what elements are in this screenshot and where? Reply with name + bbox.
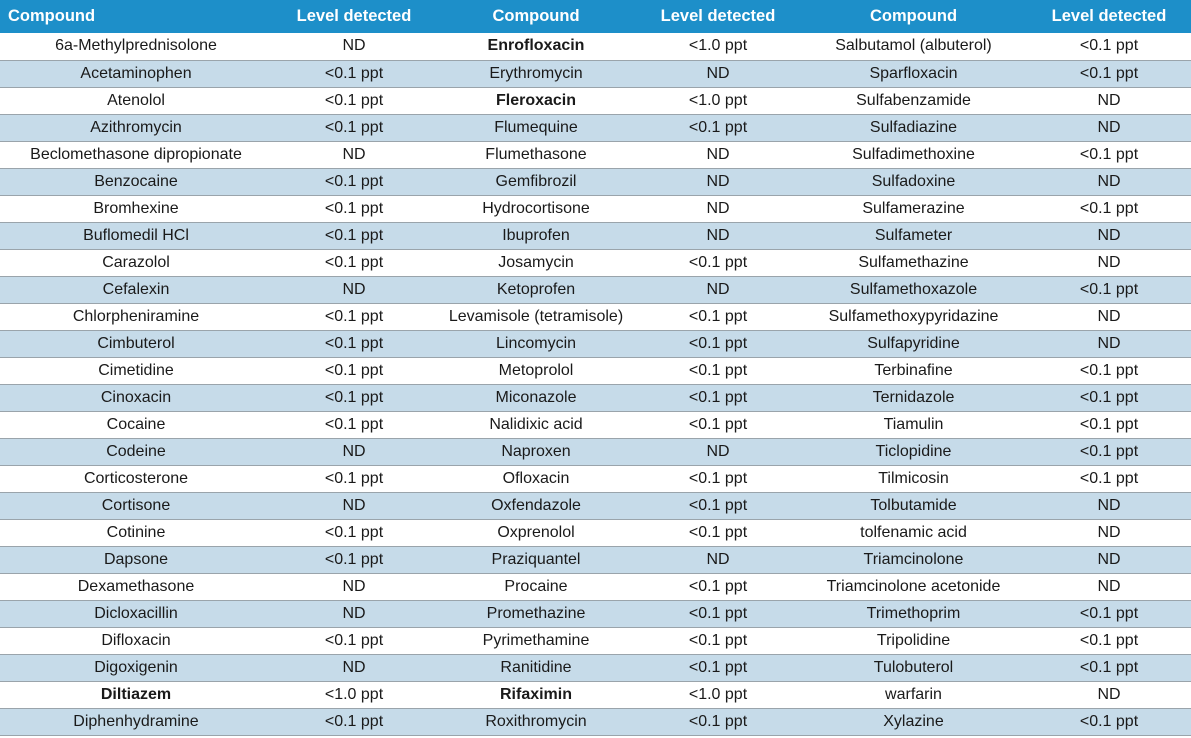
compound-cell: Buflomedil HCl [83,226,189,244]
compound-cell: Difloxacin [101,631,171,649]
level-cell: ND [706,172,730,190]
level-cell: ND [1097,253,1121,271]
header-level-3: Level detected [1051,7,1167,25]
compound-cell: warfarin [885,685,942,703]
table-row [0,249,1191,276]
level-cell: <0.1 ppt [324,253,384,271]
compound-cell: Cotinine [106,523,166,541]
level-cell: <0.1 ppt [324,334,384,352]
compound-cell: Carazolol [102,253,170,271]
level-cell: <0.1 ppt [688,118,748,136]
compound-cell: Ibuprofen [502,226,570,244]
level-cell: <1.0 ppt [688,91,748,109]
compound-cell: Enrofloxacin [487,37,585,55]
compound-cell: Promethazine [486,604,586,622]
compound-cell: Sulfapyridine [867,334,960,352]
level-cell: ND [1097,118,1121,136]
compound-cell: Tilmicosin [878,469,949,487]
compound-cell: Ranitidine [500,658,572,676]
level-cell: <0.1 ppt [1079,37,1139,55]
compound-cell: Pyrimethamine [482,631,590,649]
compound-cell: Xylazine [883,712,944,730]
level-cell: <0.1 ppt [1079,469,1139,487]
compound-cell: Tolbutamide [870,496,957,514]
level-cell: <0.1 ppt [324,64,384,82]
compound-cell: Benzocaine [94,172,178,190]
level-cell: ND [706,64,730,82]
compound-cell: Sulfadiazine [869,118,958,136]
level-cell: <0.1 ppt [688,577,748,595]
compound-cell: tolfenamic acid [860,523,967,541]
level-cell: <0.1 ppt [324,712,384,730]
compound-cell: Nalidixic acid [489,415,583,433]
level-cell: <0.1 ppt [688,523,748,541]
compound-cell: Cefalexin [102,280,170,298]
level-cell: <0.1 ppt [324,550,384,568]
level-cell: <0.1 ppt [688,334,748,352]
table-row [0,492,1191,519]
compound-cell: Dicloxacillin [94,604,178,622]
compound-cell: Miconazole [495,388,577,406]
level-cell: ND [1097,550,1121,568]
compound-cell: Cimetidine [98,361,174,379]
level-cell: ND [342,577,366,595]
level-cell: ND [342,658,366,676]
level-cell: <0.1 ppt [324,631,384,649]
compound-cell: Hydrocortisone [482,199,590,217]
level-cell: <0.1 ppt [688,658,748,676]
table-row [0,87,1191,114]
compound-cell: Sulfabenzamide [856,91,971,109]
compound-cell: Oxfendazole [491,496,581,514]
level-cell: <0.1 ppt [1079,280,1139,298]
level-cell: <1.0 ppt [688,37,748,55]
compound-cell: Acetaminophen [80,64,192,82]
compound-cell: Erythromycin [489,64,583,82]
compound-cell: Sparfloxacin [869,64,958,82]
compound-cell: Cocaine [106,415,166,433]
table-row [0,627,1191,654]
compound-cell: Ticlopidine [875,442,952,460]
level-cell: ND [342,496,366,514]
table-row [0,357,1191,384]
compound-cell: Rifaximin [499,685,572,703]
level-cell: ND [706,280,730,298]
compound-cell: Cinoxacin [100,388,172,406]
table-row [0,384,1191,411]
level-cell: ND [1097,577,1121,595]
level-cell: ND [1097,307,1121,325]
compound-cell: Tulobuterol [873,658,954,676]
level-cell: ND [1097,685,1121,703]
table-row [0,33,1191,60]
level-cell: <0.1 ppt [688,604,748,622]
level-cell: <0.1 ppt [1079,442,1139,460]
compound-cell: Praziquantel [491,550,581,568]
level-cell: <0.1 ppt [324,118,384,136]
table-row [0,222,1191,249]
table-row [0,573,1191,600]
level-cell: <0.1 ppt [1079,361,1139,379]
level-cell: <0.1 ppt [324,415,384,433]
table-row [0,276,1191,303]
compound-cell: Lincomycin [495,334,577,352]
level-cell: ND [706,442,730,460]
compound-cell: Sulfadoxine [871,172,956,190]
compound-cell: Salbutamol (albuterol) [835,37,992,55]
level-cell: ND [706,226,730,244]
level-cell: <1.0 ppt [688,685,748,703]
table-row [0,168,1191,195]
table-row [0,708,1191,735]
level-cell: <0.1 ppt [688,388,748,406]
compound-cell: Bromhexine [93,199,179,217]
compound-cell: Sulfameter [874,226,953,244]
level-cell: ND [1097,172,1121,190]
compound-cell: Dapsone [103,550,169,568]
level-cell: <0.1 ppt [324,469,384,487]
compound-cell: Flumequine [494,118,578,136]
level-cell: <0.1 ppt [1079,604,1139,622]
header-compound-3: Compound [869,7,958,25]
compound-cell: Chlorpheniramine [72,307,200,325]
compound-cell: Azithromycin [90,118,182,136]
compound-cell: Levamisole (tetramisole) [448,307,624,325]
compound-cell: Sulfamerazine [862,199,965,217]
header-compound-1: Compound [8,7,96,25]
level-cell: <0.1 ppt [688,361,748,379]
level-cell: ND [706,145,730,163]
compound-cell: Terbinafine [874,361,953,379]
table-row [0,519,1191,546]
header-level-1: Level detected [296,7,412,25]
compound-cell: Tiamulin [883,415,944,433]
level-cell: <0.1 ppt [1079,388,1139,406]
compound-cell: Metoprolol [498,361,574,379]
level-cell: <0.1 ppt [1079,199,1139,217]
compound-cell: Diltiazem [100,685,172,703]
level-cell: <0.1 ppt [324,523,384,541]
table-row [0,411,1191,438]
level-cell: <0.1 ppt [324,172,384,190]
compound-cell: Ofloxacin [502,469,570,487]
level-cell: <0.1 ppt [324,91,384,109]
compound-cell: Naproxen [501,442,571,460]
table-row [0,546,1191,573]
level-cell: <0.1 ppt [1079,658,1139,676]
table-header [0,0,1191,33]
compound-cell: Atenolol [107,91,165,109]
table-row [0,303,1191,330]
level-cell: ND [342,37,366,55]
level-cell: <0.1 ppt [688,415,748,433]
table-row [0,465,1191,492]
table-row [0,654,1191,681]
compound-cell: Tripolidine [876,631,951,649]
compound-cell: Diphenhydramine [73,712,199,730]
level-cell: <0.1 ppt [324,199,384,217]
compound-cell: Sulfadimethoxine [852,145,975,163]
level-cell: <0.1 ppt [324,361,384,379]
table-row [0,600,1191,627]
level-cell: <0.1 ppt [1079,712,1139,730]
level-cell: <0.1 ppt [324,307,384,325]
level-cell: ND [342,145,366,163]
compound-cell: Procaine [504,577,568,595]
level-cell: <0.1 ppt [688,307,748,325]
compound-cell: Triamcinolone acetonide [826,577,1001,595]
table-row [0,114,1191,141]
compound-cell: Cortisone [101,496,171,514]
level-cell: ND [1097,91,1121,109]
level-cell: <0.1 ppt [1079,631,1139,649]
compound-cell: Gemfibrozil [495,172,577,190]
level-cell: <0.1 ppt [688,712,748,730]
compound-cell: Fleroxacin [495,91,577,109]
level-cell: ND [1097,226,1121,244]
compound-cell: Sulfamethoxazole [849,280,978,298]
table-row [0,60,1191,87]
compound-cell: Corticosterone [83,469,189,487]
level-cell: <0.1 ppt [1079,145,1139,163]
compound-cell: Digoxigenin [94,658,178,676]
compound-cell: Ternidazole [872,388,955,406]
level-cell: <0.1 ppt [1079,415,1139,433]
table-body [0,33,1191,735]
level-cell: <0.1 ppt [1079,64,1139,82]
header-row [0,0,1191,33]
compound-cell: Flumethasone [485,145,587,163]
table-row [0,195,1191,222]
header-level-2: Level detected [660,7,776,25]
compound-cell: Beclomethasone dipropionate [30,145,242,163]
table-row [0,681,1191,708]
level-cell: ND [1097,334,1121,352]
compound-cell: 6a-Methylprednisolone [55,37,217,55]
compound-cell: Ketoprofen [496,280,576,298]
compound-cell: Cimbuterol [97,334,175,352]
compound-cell: Sulfamethazine [858,253,969,271]
compound-cell: Triamcinolone [863,550,964,568]
level-cell: <1.0 ppt [324,685,384,703]
level-cell: ND [706,199,730,217]
level-cell: ND [342,442,366,460]
header-compound-2: Compound [492,7,580,25]
level-cell: <0.1 ppt [688,253,748,271]
compound-cell: Dexamethasone [77,577,195,595]
table-row [0,330,1191,357]
level-cell: ND [1097,496,1121,514]
level-cell: ND [706,550,730,568]
level-cell: ND [1097,523,1121,541]
level-cell: <0.1 ppt [324,226,384,244]
compound-cell: Roxithromycin [485,712,587,730]
level-cell: <0.1 ppt [688,496,748,514]
compound-cell: Oxprenolol [497,523,575,541]
level-cell: <0.1 ppt [324,388,384,406]
compound-cell: Trimethoprim [866,604,961,622]
table-row [0,141,1191,168]
level-cell: <0.1 ppt [688,631,748,649]
compound-cell: Codeine [106,442,166,460]
level-cell: ND [342,280,366,298]
compound-cell: Josamycin [498,253,574,271]
level-cell: <0.1 ppt [688,469,748,487]
compound-cell: Sulfamethoxypyridazine [828,307,999,325]
table-row [0,438,1191,465]
level-cell: ND [342,604,366,622]
